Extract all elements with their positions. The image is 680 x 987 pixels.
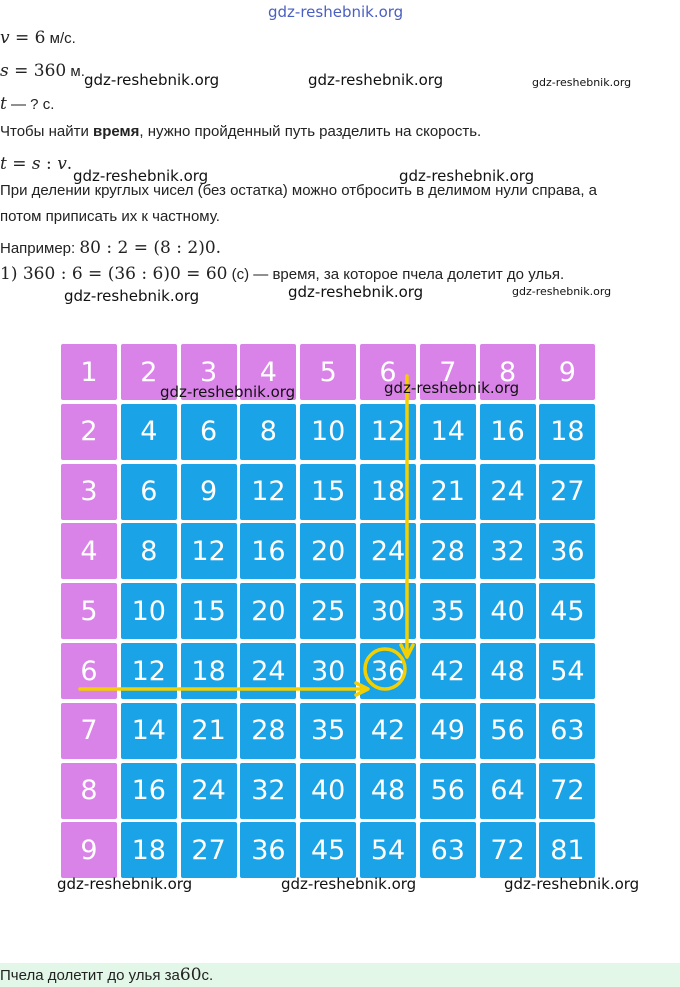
answer-bar [0, 963, 680, 987]
explanation-line-1: При делении круглых чисел (без остатка) можно отбросить в делимом нули справа, а [0, 182, 597, 199]
table-cell: 18 [121, 822, 177, 878]
watermark: gdz-reshebnik.org [512, 285, 612, 298]
table-cell: 36 [360, 643, 416, 699]
table-header-cell: 6 [360, 344, 416, 400]
table-cell: 20 [300, 523, 356, 579]
table-cell: 81 [539, 822, 595, 878]
table-cell: 48 [480, 643, 536, 699]
watermark: gdz-reshebnik.org [384, 379, 520, 397]
table-cell: 42 [420, 643, 476, 699]
table-cell: 56 [480, 703, 536, 759]
table-header-cell: 9 [61, 822, 117, 878]
table-cell: 20 [240, 583, 296, 639]
watermark: gdz-reshebnik.org [57, 875, 193, 893]
table-header-cell: 8 [480, 344, 536, 400]
table-header-cell: 4 [61, 523, 117, 579]
table-cell: 40 [480, 583, 536, 639]
table-cell: 6 [121, 464, 177, 520]
table-cell: 32 [480, 523, 536, 579]
table-cell: 35 [300, 703, 356, 759]
table-cell: 24 [181, 763, 237, 819]
table-cell: 14 [420, 404, 476, 460]
table-cell: 27 [539, 464, 595, 520]
table-cell: 63 [539, 703, 595, 759]
table-cell: 49 [420, 703, 476, 759]
watermark: gdz-reshebnik.org [308, 71, 444, 89]
table-cell: 24 [360, 523, 416, 579]
given-speed: v = 6 м/с. [0, 28, 76, 48]
solution-step: 1) 360 : 6 = (36 : 6)0 = 60 (с) — время, за которое пчела долетит до улья. [0, 264, 565, 284]
table-cell: 18 [360, 464, 416, 520]
watermark: gdz-reshebnik.org [64, 287, 200, 305]
table-cell: 8 [240, 404, 296, 460]
table-header-cell: 5 [300, 344, 356, 400]
watermark: gdz-reshebnik.org [73, 167, 209, 185]
table-header-cell: 4 [240, 344, 296, 400]
table-cell: 16 [240, 523, 296, 579]
table-cell: 15 [181, 583, 237, 639]
table-cell: 72 [480, 822, 536, 878]
table-cell: 42 [360, 703, 416, 759]
table-header-cell: 3 [181, 344, 237, 400]
watermark: gdz-reshebnik.org [281, 875, 417, 893]
example: Например: 80 : 2 = (8 : 2)0. [0, 238, 222, 258]
table-cell: 64 [480, 763, 536, 819]
table-cell: 18 [181, 643, 237, 699]
table-cell: 35 [420, 583, 476, 639]
watermark: gdz-reshebnik.org [532, 76, 632, 89]
answer-text: Пчела долетит до улья за [0, 966, 180, 984]
table-cell: 4 [121, 404, 177, 460]
table-header-cell: 5 [61, 583, 117, 639]
table-cell: 36 [240, 822, 296, 878]
formula: t = s : v. [0, 154, 73, 174]
table-cell: 56 [420, 763, 476, 819]
table-cell: 6 [181, 404, 237, 460]
table-cell: 28 [240, 703, 296, 759]
table-cell: 12 [121, 643, 177, 699]
table-header-cell: 8 [61, 763, 117, 819]
table-cell: 63 [420, 822, 476, 878]
table-header-cell: 2 [121, 344, 177, 400]
table-cell: 27 [181, 822, 237, 878]
table-cell: 16 [480, 404, 536, 460]
table-header-cell: 6 [61, 643, 117, 699]
table-cell: 21 [420, 464, 476, 520]
table-cell: 15 [300, 464, 356, 520]
table-cell: 21 [181, 703, 237, 759]
table-cell: 24 [240, 643, 296, 699]
table-header-cell: 7 [61, 703, 117, 759]
watermark: gdz-reshebnik.org [504, 875, 640, 893]
explanation-line-2: потом приписать их к частному. [0, 208, 220, 225]
table-cell: 14 [121, 703, 177, 759]
table-cell: 12 [181, 523, 237, 579]
table-cell: 18 [539, 404, 595, 460]
watermark: gdz-reshebnik.org [160, 383, 296, 401]
table-cell: 12 [360, 404, 416, 460]
table-cell: 8 [121, 523, 177, 579]
given-distance: s = 360 м. [0, 61, 85, 81]
table-cell: 24 [480, 464, 536, 520]
table-cell: 25 [300, 583, 356, 639]
table-cell: 54 [360, 822, 416, 878]
table-header-cell: 3 [61, 464, 117, 520]
table-cell: 40 [300, 763, 356, 819]
multiplication-table [58, 341, 596, 879]
table-cell: 45 [539, 583, 595, 639]
table-cell: 45 [300, 822, 356, 878]
rule-text: Чтобы найти время, нужно пройденный путь разделить на скорость. [0, 123, 482, 140]
watermark: gdz-reshebnik.org [268, 3, 404, 21]
table-header-cell: 9 [539, 344, 595, 400]
table-cell: 30 [300, 643, 356, 699]
watermark: gdz-reshebnik.org [399, 167, 535, 185]
table-header-cell: 1 [61, 344, 117, 400]
table-cell: 54 [539, 643, 595, 699]
table-cell: 12 [240, 464, 296, 520]
watermark: gdz-reshebnik.org [84, 71, 220, 89]
table-cell: 9 [181, 464, 237, 520]
given-time: t — ? с. [0, 94, 55, 114]
watermark: gdz-reshebnik.org [288, 283, 424, 301]
table-cell: 30 [360, 583, 416, 639]
table-cell: 36 [539, 523, 595, 579]
table-cell: 10 [121, 583, 177, 639]
table-cell: 48 [360, 763, 416, 819]
table-cell: 16 [121, 763, 177, 819]
table-cell: 72 [539, 763, 595, 819]
table-cell: 28 [420, 523, 476, 579]
table-header-cell: 7 [420, 344, 476, 400]
table-header-cell: 2 [61, 404, 117, 460]
answer-value: 60 [179, 965, 202, 985]
table-cell: 10 [300, 404, 356, 460]
table-cell: 32 [240, 763, 296, 819]
answer-unit: с. [201, 966, 214, 984]
